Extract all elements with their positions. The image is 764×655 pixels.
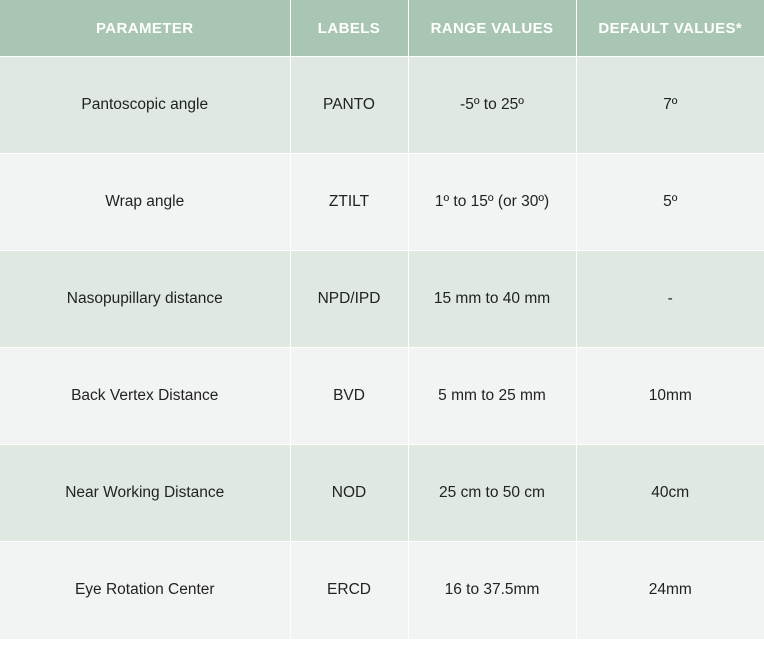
table-row <box>0 154 764 251</box>
cell-parameter: Near Working Distance <box>0 445 290 542</box>
cell-parameter: Wrap angle <box>0 154 290 251</box>
table-body <box>0 57 764 639</box>
table-row <box>0 251 764 348</box>
cell-range: 1º to 15º (or 30º) <box>408 154 576 251</box>
table-header-row <box>0 0 764 57</box>
column-header-parameter: PARAMETER <box>0 0 290 57</box>
cell-parameter: Eye Rotation Center <box>0 542 290 639</box>
column-header-default-values: DEFAULT VALUES* <box>576 0 764 57</box>
table-row <box>0 542 764 639</box>
cell-label: BVD <box>290 348 408 445</box>
cell-label: PANTO <box>290 57 408 154</box>
table-header <box>0 0 764 57</box>
table-row <box>0 445 764 542</box>
column-header-labels: LABELS <box>290 0 408 57</box>
cell-range: 25 cm to 50 cm <box>408 445 576 542</box>
cell-label: ZTILT <box>290 154 408 251</box>
cell-default: 7º <box>576 57 764 154</box>
cell-default: 40cm <box>576 445 764 542</box>
column-header-range-values: RANGE VALUES <box>408 0 576 57</box>
cell-range: -5º to 25º <box>408 57 576 154</box>
cell-label: ERCD <box>290 542 408 639</box>
cell-default: - <box>576 251 764 348</box>
cell-label: NPD/IPD <box>290 251 408 348</box>
cell-default: 5º <box>576 154 764 251</box>
cell-default: 24mm <box>576 542 764 639</box>
cell-parameter: Back Vertex Distance <box>0 348 290 445</box>
cell-parameter: Nasopupillary distance <box>0 251 290 348</box>
table-row <box>0 348 764 445</box>
cell-range: 16 to 37.5mm <box>408 542 576 639</box>
cell-range: 5 mm to 25 mm <box>408 348 576 445</box>
cell-default: 10mm <box>576 348 764 445</box>
cell-parameter: Pantoscopic angle <box>0 57 290 154</box>
table-row <box>0 57 764 154</box>
cell-range: 15 mm to 40 mm <box>408 251 576 348</box>
cell-label: NOD <box>290 445 408 542</box>
